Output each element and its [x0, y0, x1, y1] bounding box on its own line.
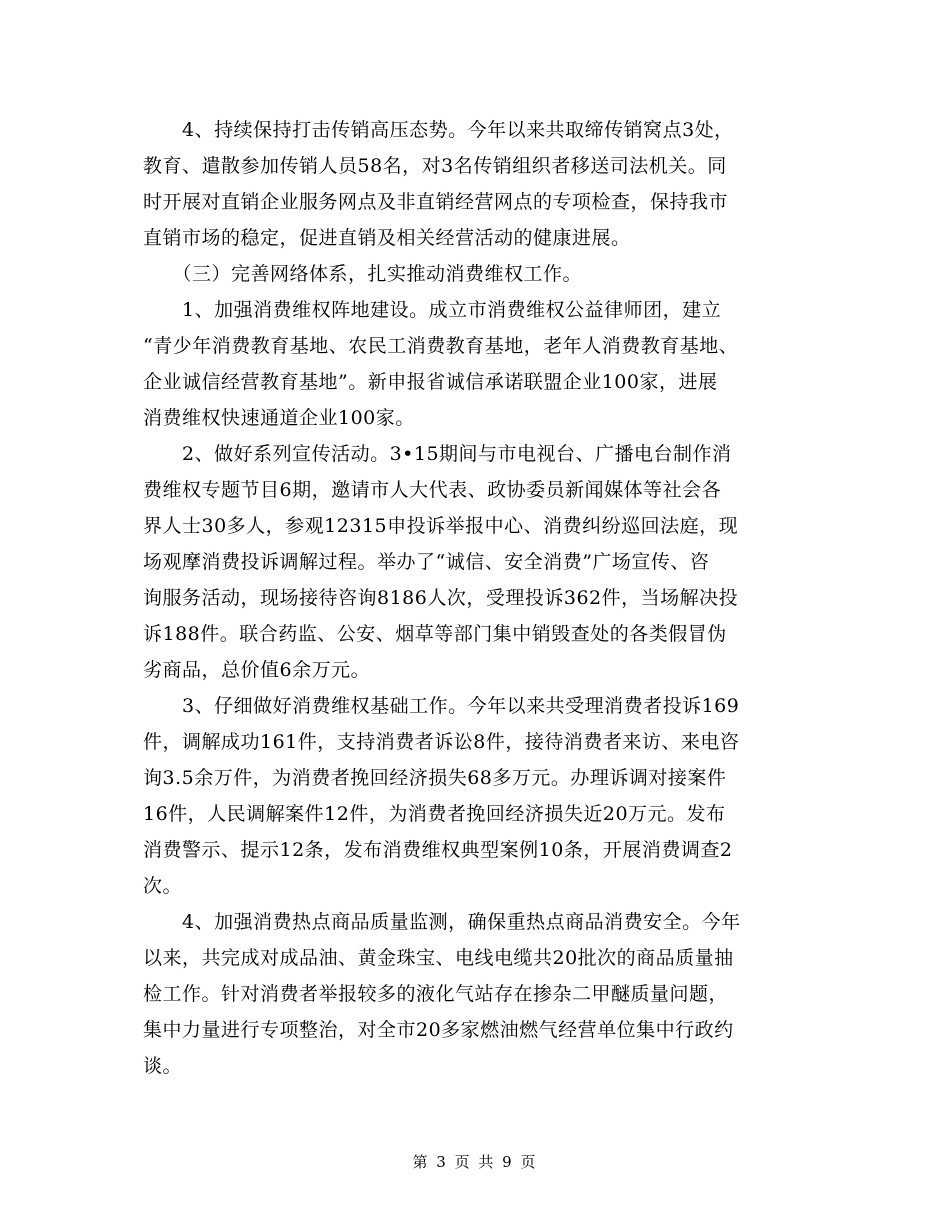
- text-line: 4、加强消费热点商品质量监测，确保重热点商品消费安全。今年: [143, 911, 741, 933]
- text-line: 劣商品，总价值6余万元。: [143, 659, 371, 681]
- text-line: 教育、遣散参加传销人员58名，对3名传销组织者移送司法机关。同: [143, 155, 727, 177]
- text-line: 谈。: [143, 1055, 183, 1077]
- text-line: 次。: [143, 875, 183, 897]
- text-line: 16件，人民调解案件12件，为消费者挽回经济损失近20万元。发布: [143, 803, 726, 825]
- text-line: 询3.5余万件，为消费者挽回经济损失68多万元。办理诉调对接案件: [143, 767, 727, 789]
- text-line: （三）完善网络体系，扎实推动消费维权工作。: [143, 263, 583, 285]
- text-line: 企业诚信经营教育基地”。新申报省诚信承诺联盟企业100家，进展: [143, 371, 718, 393]
- text-line: 4、持续保持打击传销高压态势。今年以来共取缔传销窝点3处，: [143, 119, 734, 141]
- text-line: 1、加强消费维权阵地建设。成立市消费维权公益律师团，建立: [143, 299, 722, 321]
- text-line: 以来，共完成对成品油、黄金珠宝、电线电缆共20批次的商品质量抽: [143, 947, 734, 969]
- text-line: 消费警示、提示12条，发布消费维权典型案例10条，开展消费调查2: [143, 839, 733, 861]
- text-line: 检工作。针对消费者举报较多的液化气站存在掺杂二甲醚质量问题，: [143, 983, 729, 1005]
- text-line: 2、做好系列宣传活动。3•15期间与市电视台、广播电台制作消: [143, 443, 732, 465]
- text-line: 费维权专题节目6期，邀请市人大代表、政协委员新闻媒体等社会各: [143, 479, 722, 501]
- text-line: 询服务活动，现场接待咨询8186人次，受理投诉362件，当场解决投: [143, 587, 739, 609]
- text-line: 时开展对直销企业服务网点及非直销经营网点的专项检查，保持我市: [143, 191, 729, 213]
- text-line: 界人士30多人，参观12315申投诉举报中心、消费纠纷巡回法庭，现: [143, 515, 739, 537]
- text-line: 直销市场的稳定，促进直销及相关经营活动的健康进展。: [143, 227, 631, 249]
- text-line: 集中力量进行专项整治，对全市20多家燃油燃气经营单位集中行政约: [143, 1019, 734, 1041]
- page-number: 第 3 页 共 9 页: [412, 1153, 538, 1171]
- text-line: “青少年消费教育基地、农民工消费教育基地，老年人消费教育基地、: [143, 335, 739, 357]
- text-line: 件，调解成功161件，支持消费者诉讼8件，接待消费者来访、来电咨: [143, 731, 740, 753]
- text-line: 消费维权快速通道企业100家。: [143, 407, 415, 429]
- text-line: 场观摩消费投诉调解过程。举办了“诚信、安全消费”广场宣传、咨: [143, 551, 710, 573]
- text-line: 诉188件。联合药监、公安、烟草等部门集中销毁查处的各类假冒伪: [143, 623, 727, 645]
- text-line: 3、仔细做好消费维权基础工作。今年以来共受理消费者投诉169: [143, 695, 740, 717]
- document-body: [143, 112, 811, 1084]
